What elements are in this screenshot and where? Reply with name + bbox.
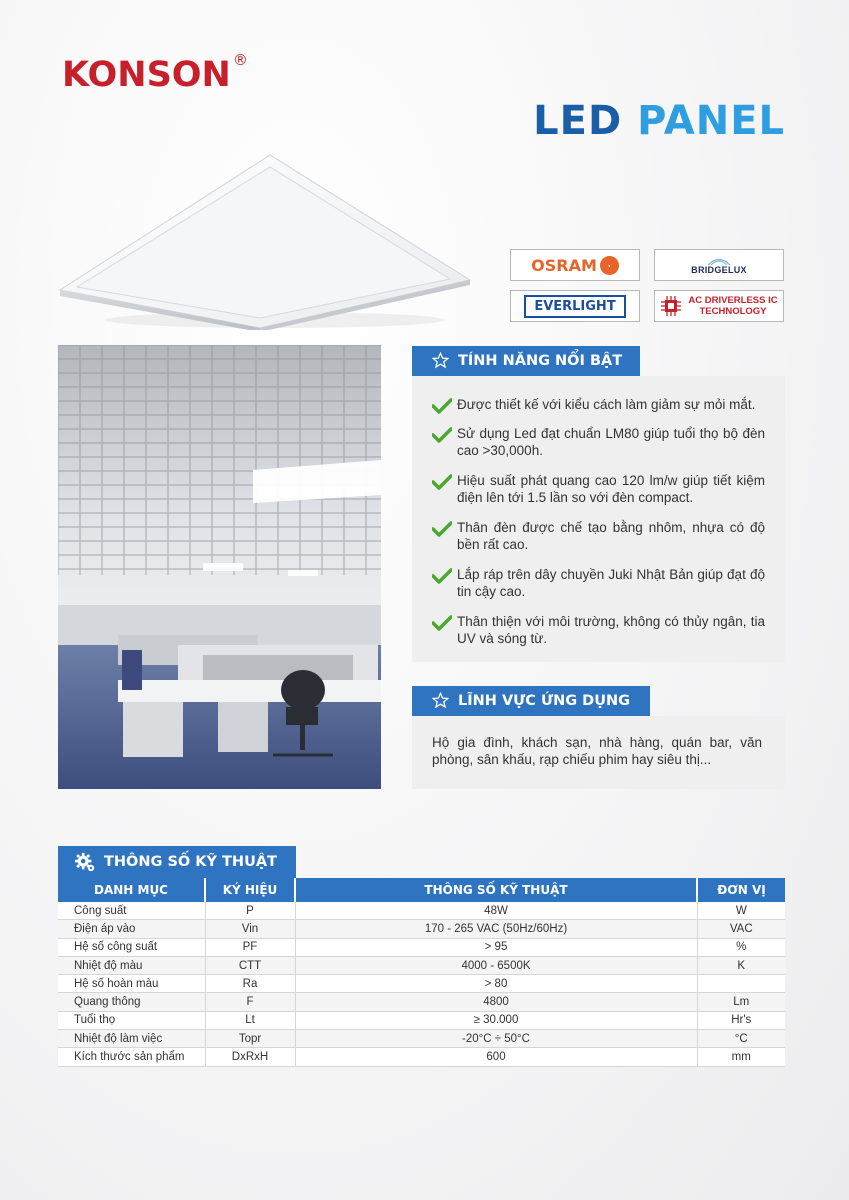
features-title: TÍNH NĂNG NỔI BẬT: [458, 353, 623, 369]
feature-item: [432, 425, 765, 459]
cell-symbol: Ra: [205, 975, 295, 993]
feature-text: Hiệu suất phát quang cao 120 lm/w giúp tiết kiệm điện lên tới 1.5 lần so với đèn compact.: [457, 473, 765, 505]
bridgelux-badge: [654, 249, 784, 281]
cell-spec: 600: [295, 1048, 697, 1066]
osram-badge: [510, 249, 640, 281]
table-row: [58, 902, 785, 920]
features-tab: [412, 346, 640, 376]
ac-driverless-text: [688, 295, 777, 317]
cell-unit: [697, 975, 785, 993]
cell-symbol: Vin: [205, 920, 295, 938]
cell-spec: > 80: [295, 975, 697, 993]
ac-driverless-badge: [654, 290, 784, 322]
cell-unit: VAC: [697, 920, 785, 938]
led-panel-product-image: [55, 150, 475, 330]
cell-symbol: PF: [205, 938, 295, 956]
col-header-category: DANH MỤC: [58, 878, 205, 902]
table-row: [58, 993, 785, 1011]
cell-spec: 170 - 265 VAC (50Hz/60Hz): [295, 920, 697, 938]
feature-item: [432, 472, 765, 506]
star-icon: [432, 352, 449, 369]
cell-spec: ≥ 30.000: [295, 1011, 697, 1029]
title-word-panel: PANEL: [637, 98, 785, 144]
cell-category: Điện áp vào: [58, 920, 205, 938]
feature-text: Lắp ráp trên dây chuyền Juki Nhật Bản giúp đạt độ tin cậy cao.: [457, 567, 765, 599]
application-title: LĨNH VỰC ỨNG DỤNG: [458, 693, 631, 709]
ac-driverless-line1: AC DRIVERLESS IC: [688, 295, 778, 306]
konson-logo: [62, 51, 248, 95]
table-row: [58, 938, 785, 956]
ac-driverless-line2: TECHNOLOGY: [699, 306, 767, 317]
cell-category: Kích thước sản phẩm: [58, 1048, 205, 1066]
check-icon: [432, 521, 452, 537]
feature-text: Thân thiện với môi trường, không có thủy ngân, tia UV và sóng từ.: [457, 614, 765, 646]
table-row: [58, 1030, 785, 1048]
everlight-badge: [510, 290, 640, 322]
table-header-row: [58, 878, 785, 902]
registered-mark: ®: [232, 51, 248, 70]
table-row: [58, 956, 785, 974]
cell-unit: Hr's: [697, 1011, 785, 1029]
col-header-unit: ĐƠN VỊ: [697, 878, 785, 902]
cell-category: Nhiệt độ màu: [58, 956, 205, 974]
feature-item: [432, 613, 765, 647]
chip-icon: [660, 295, 682, 317]
cell-category: Hệ số hoàn màu: [58, 975, 205, 993]
feature-text: Được thiết kế với kiểu cách làm giảm sự mỏi mắt.: [457, 397, 756, 412]
cell-unit: mm: [697, 1048, 785, 1066]
feature-item: [432, 519, 765, 553]
cell-spec: 4800: [295, 993, 697, 1011]
table-row: [58, 1048, 785, 1066]
cell-symbol: P: [205, 902, 295, 920]
everlight-logo-text: EVERLIGHT: [524, 295, 625, 318]
feature-item: [432, 396, 765, 413]
gear-icon: [74, 851, 96, 873]
check-icon: [432, 427, 452, 443]
cell-spec: -20°C ÷ 50°C: [295, 1030, 697, 1048]
cell-unit: W: [697, 902, 785, 920]
star-icon: [432, 692, 449, 709]
feature-item: [432, 566, 765, 600]
specs-tab: [58, 846, 296, 878]
bridgelux-logo-text: BRIDGELUX: [691, 265, 747, 275]
cell-unit: K: [697, 956, 785, 974]
office-ceiling-photo: [58, 345, 381, 789]
table-row: [58, 975, 785, 993]
cell-category: Nhiệt độ làm việc: [58, 1030, 205, 1048]
feature-text: Sử dụng Led đạt chuẩn LM80 giúp tuổi thọ bộ đèn cao >30,000h.: [457, 426, 765, 458]
logo-text: KONSON: [62, 55, 231, 95]
feature-text: Thân đèn được chế tạo bằng nhôm, nhựa có độ bền rất cao.: [457, 520, 765, 552]
check-icon: [432, 615, 452, 631]
features-box: [412, 376, 785, 662]
cell-unit: %: [697, 938, 785, 956]
check-icon: [432, 568, 452, 584]
specs-title: THÔNG SỐ KỸ THUẬT: [104, 854, 277, 870]
check-icon: [432, 474, 452, 490]
cell-unit: Lm: [697, 993, 785, 1011]
col-header-spec: THÔNG SỐ KỸ THUẬT: [295, 878, 697, 902]
title-word-led: LED: [533, 98, 623, 144]
application-text: Hộ gia đình, khách sạn, nhà hàng, quán bar, văn phòng, sân khấu, rạp chiếu phim hay siêu thị...: [432, 735, 762, 767]
table-row: [58, 920, 785, 938]
application-tab: [412, 686, 650, 716]
check-icon: [432, 398, 452, 414]
cell-symbol: F: [205, 993, 295, 1011]
cell-symbol: Lt: [205, 1011, 295, 1029]
cell-spec: 48W: [295, 902, 697, 920]
cell-category: Quang thông: [58, 993, 205, 1011]
specs-table: [58, 878, 785, 1067]
product-title: [533, 98, 785, 144]
cell-symbol: DxRxH: [205, 1048, 295, 1066]
application-box: [412, 716, 785, 789]
osram-bulb-icon: ●: [600, 256, 619, 275]
col-header-symbol: KÝ HIỆU: [205, 878, 295, 902]
table-row: [58, 1011, 785, 1029]
cell-category: Công suất: [58, 902, 205, 920]
cell-category: Hệ số công suất: [58, 938, 205, 956]
cell-symbol: CTT: [205, 956, 295, 974]
cell-symbol: Topr: [205, 1030, 295, 1048]
cell-spec: 4000 - 6500K: [295, 956, 697, 974]
osram-logo-text: OSRAM: [531, 255, 597, 275]
cell-unit: °C: [697, 1030, 785, 1048]
cell-category: Tuổi thọ: [58, 1011, 205, 1029]
cell-spec: > 95: [295, 938, 697, 956]
